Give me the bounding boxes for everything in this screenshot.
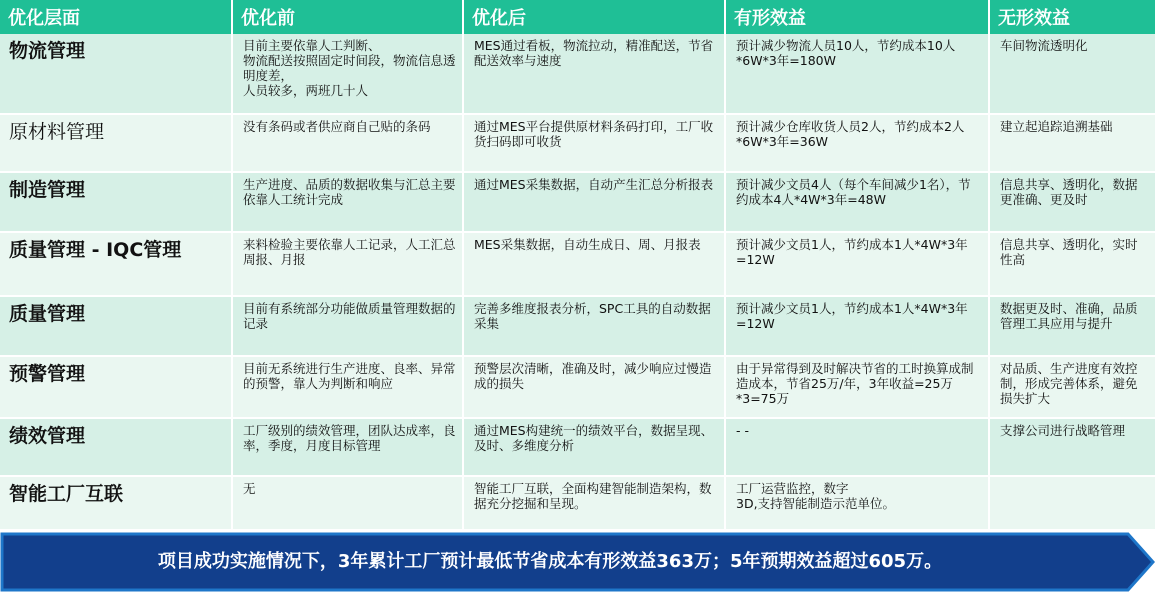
row-layer: 制造管理 xyxy=(0,172,232,232)
table-row xyxy=(0,114,1155,172)
row-layer: 质量管理 xyxy=(0,296,232,356)
row-after: 通过MES平台提供原材料条码打印，工厂收货扫码即可收货 xyxy=(463,114,725,172)
row-layer: 智能工厂互联 xyxy=(0,476,232,530)
row-tangible: 由于异常得到及时解决节省的工时换算成制造成本，节省25万/年，3年收益=25万*3=75万 xyxy=(725,356,989,418)
row-before: 目前无系统进行生产进度、良率、异常的预警，靠人为判断和响应 xyxy=(232,356,463,418)
table-header-row xyxy=(0,0,1155,34)
row-before: 工厂级别的绩效管理，团队达成率，良率，季度，月度目标管理 xyxy=(232,418,463,476)
row-layer: 物流管理 xyxy=(0,34,232,114)
row-after: 通过MES构建统一的绩效平台，数据呈现、及时、多维度分析 xyxy=(463,418,725,476)
table-row xyxy=(0,34,1155,114)
row-after: 通过MES采集数据，自动产生汇总分析报表 xyxy=(463,172,725,232)
row-after: MES采集数据，自动生成日、周、月报表 xyxy=(463,232,725,296)
row-intangible xyxy=(989,476,1155,530)
row-layer: 原材料管理 xyxy=(0,114,232,172)
table-row xyxy=(0,172,1155,232)
table-row xyxy=(0,418,1155,476)
row-after: 完善多维度报表分析，SPC工具的自动数据采集 xyxy=(463,296,725,356)
row-before: 目前主要依靠人工判断、 物流配送按照固定时间段，物流信息透明度差， 人员较多，两班几十人 xyxy=(232,34,463,114)
row-intangible: 信息共享、透明化，数据更准确、更及时 xyxy=(989,172,1155,232)
row-intangible: 对品质、生产进度有效控制，形成完善体系，避免损失扩大 xyxy=(989,356,1155,418)
table-row xyxy=(0,356,1155,418)
row-tangible: 预计减少物流人员10人，节约成本10人*6W*3年=180W xyxy=(725,34,989,114)
row-layer: 绩效管理 xyxy=(0,418,232,476)
row-before: 生产进度、品质的数据收集与汇总主要依靠人工统计完成 xyxy=(232,172,463,232)
table-row xyxy=(0,296,1155,356)
header-before: 优化前 xyxy=(232,0,463,34)
row-before: 来料检验主要依靠人工记录，人工汇总周报、月报 xyxy=(232,232,463,296)
row-intangible: 信息共享、透明化，实时性高 xyxy=(989,232,1155,296)
row-intangible: 车间物流透明化 xyxy=(989,34,1155,114)
header-after: 优化后 xyxy=(463,0,725,34)
row-tangible: 预计减少文员4人（每个车间减少1名），节约成本4人*4W*3年=48W xyxy=(725,172,989,232)
row-intangible: 支撑公司进行战略管理 xyxy=(989,418,1155,476)
header-tangible: 有形效益 xyxy=(725,0,989,34)
row-tangible: 工厂运营监控，数字 3D,支持智能制造示范单位。 xyxy=(725,476,989,530)
row-after: MES通过看板，物流拉动，精准配送，节省配送效率与速度 xyxy=(463,34,725,114)
table-row xyxy=(0,232,1155,296)
row-before: 无 xyxy=(232,476,463,530)
row-intangible: 建立起追踪追溯基础 xyxy=(989,114,1155,172)
row-tangible: - - xyxy=(725,418,989,476)
row-intangible: 数据更及时、准确，品质管理工具应用与提升 xyxy=(989,296,1155,356)
row-tangible: 预计减少文员1人，节约成本1人*4W*3年=12W xyxy=(725,296,989,356)
table-row xyxy=(0,476,1155,530)
summary-text: 项目成功实施情况下，3年累计工厂预计最低节省成本有形效益363万；5年预期效益超过605万。 xyxy=(157,551,943,572)
row-layer: 质量管理 - IQC管理 xyxy=(0,232,232,296)
row-after: 预警层次清晰，准确及时，减少响应过慢造成的损失 xyxy=(463,356,725,418)
summary-banner xyxy=(0,532,1155,592)
row-tangible: 预计减少仓库收货人员2人，节约成本2人*6W*3年=36W xyxy=(725,114,989,172)
row-before: 目前有系统部分功能做质量管理数据的记录 xyxy=(232,296,463,356)
row-layer: 预警管理 xyxy=(0,356,232,418)
row-tangible: 预计减少文员1人，节约成本1人*4W*3年=12W xyxy=(725,232,989,296)
header-layer: 优化层面 xyxy=(0,0,232,34)
header-intangible: 无形效益 xyxy=(989,0,1155,34)
row-before: 没有条码或者供应商自己贴的条码 xyxy=(232,114,463,172)
row-after: 智能工厂互联，全面构建智能制造架构，数据充分挖掘和呈现。 xyxy=(463,476,725,530)
